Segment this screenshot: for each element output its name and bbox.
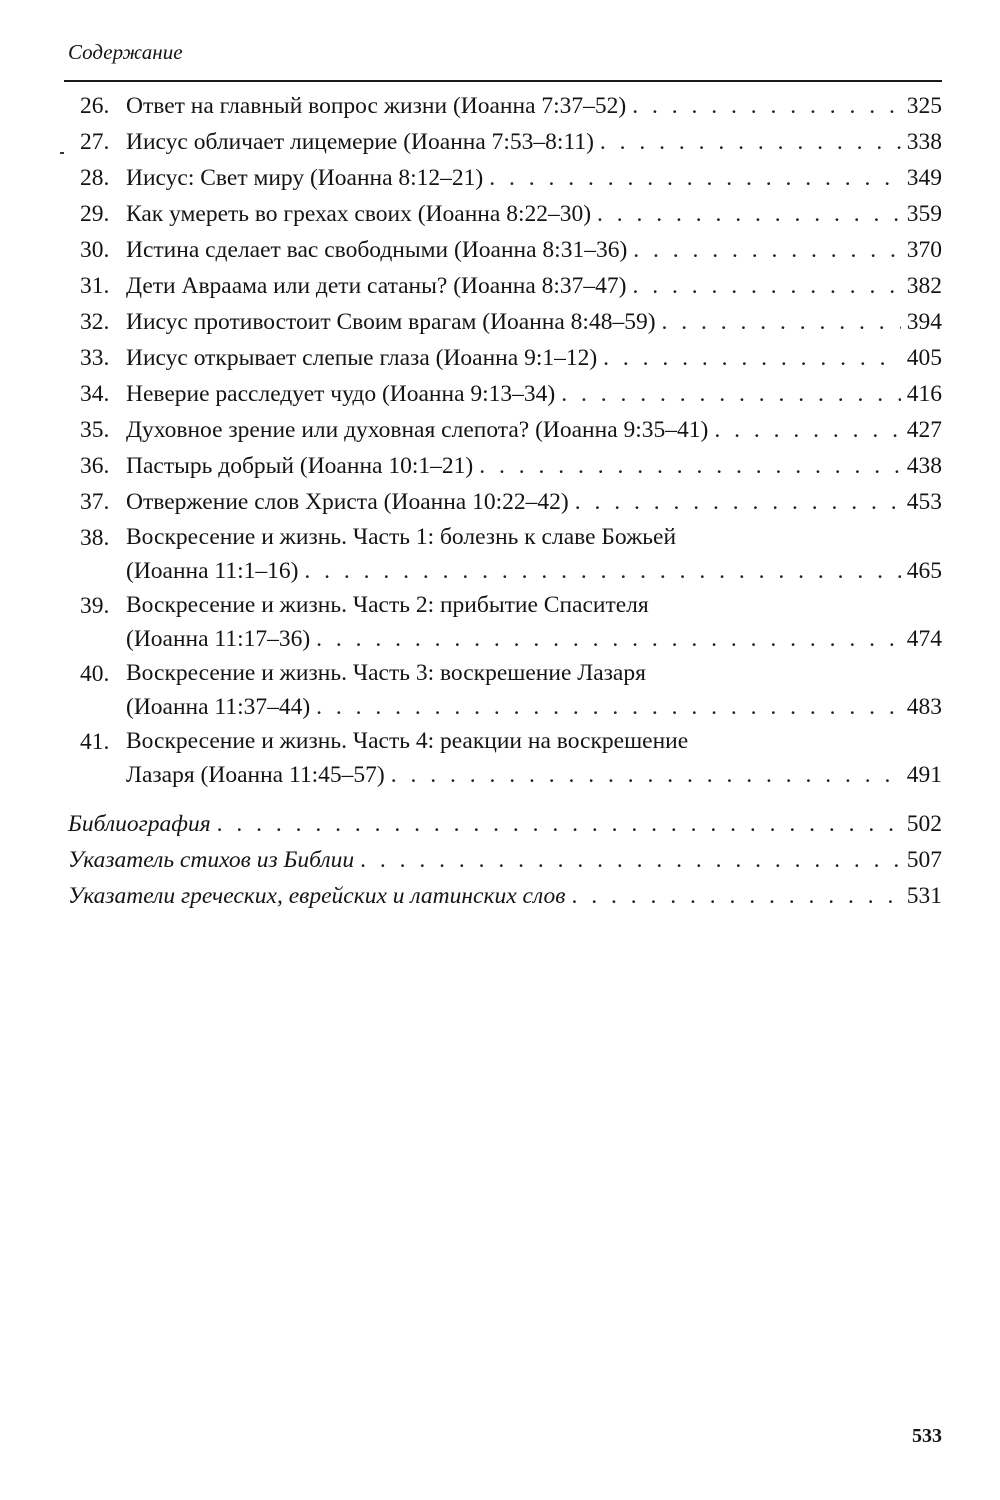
entry-page: 474 — [906, 626, 942, 652]
dot-leader — [600, 124, 901, 160]
entry-page: 394 — [906, 309, 942, 335]
dot-leader — [633, 232, 900, 268]
toc-entry-26 — [68, 88, 942, 124]
toc-entry-bibliography — [68, 806, 942, 842]
entry-title: Иисус открывает слепые глаза (Иоанна 9:1–12) — [126, 345, 598, 371]
dot-leader — [571, 878, 900, 914]
entry-number: 36. — [80, 453, 110, 479]
entry-title: Пастырь добрый (Иоанна 10:1–21) — [126, 453, 474, 479]
entry-title-line1: Воскресение и жизнь. Часть 1: болезнь к славе Божьей — [126, 524, 677, 550]
entry-title-line2: (Иоанна 11:1–16) — [126, 558, 299, 584]
dot-leader — [603, 340, 901, 376]
entry-page: 491 — [906, 762, 942, 788]
toc-entry-41 — [68, 724, 942, 792]
stray-mark — [60, 152, 64, 154]
entry-title: Как умереть во грехах своих (Иоанна 8:22–30) — [126, 201, 592, 227]
toc-entry-32 — [68, 304, 942, 340]
toc-entry-34 — [68, 376, 942, 412]
entry-title-line2: Лазаря (Иоанна 11:45–57) — [126, 762, 385, 788]
section-gap — [68, 792, 942, 806]
page-number: 533 — [912, 1425, 942, 1447]
entry-page: 349 — [906, 165, 942, 191]
entry-title-line1: Воскресение и жизнь. Часть 3: воскрешение Лазаря — [126, 660, 646, 686]
entry-page: 382 — [906, 273, 942, 299]
entry-number: 29. — [80, 201, 110, 227]
entry-number: 31. — [80, 273, 110, 299]
toc-entry-word-index — [68, 878, 942, 914]
toc-entry-35 — [68, 412, 942, 448]
header-rule — [64, 80, 942, 82]
toc-entry-36 — [68, 448, 942, 484]
entry-page: 359 — [906, 201, 942, 227]
table-of-contents — [68, 88, 942, 914]
dot-leader — [561, 376, 901, 412]
dot-leader — [217, 806, 901, 842]
toc-entry-27 — [68, 124, 942, 160]
entry-title: Указатель стихов из Библии — [68, 847, 355, 873]
dot-leader — [597, 196, 901, 232]
dot-leader — [479, 448, 901, 484]
dot-leader — [489, 160, 900, 196]
entry-number: 28. — [80, 165, 110, 191]
toc-entry-28 — [68, 160, 942, 196]
entry-number: 30. — [80, 237, 110, 263]
entry-title-line2: (Иоанна 11:17–36) — [126, 626, 311, 652]
entry-number: 26. — [80, 93, 110, 119]
entry-number: 39. — [80, 593, 110, 619]
entry-number: 27. — [80, 129, 110, 155]
entry-page: 531 — [906, 883, 942, 909]
entry-title-line1: Воскресение и жизнь. Часть 2: прибытие Спасителя — [126, 592, 649, 618]
entry-page: 502 — [906, 811, 942, 837]
entry-title-line2: (Иоанна 11:37–44) — [126, 694, 311, 720]
entry-number: 41. — [80, 729, 110, 755]
dot-leader — [316, 690, 901, 724]
toc-entry-39 — [68, 588, 942, 656]
entry-number: 34. — [80, 381, 110, 407]
entry-page: 416 — [906, 381, 942, 407]
entry-page: 483 — [906, 694, 942, 720]
entry-title: Дети Авраама или дети сатаны? (Иоанна 8:37–47) — [126, 273, 627, 299]
toc-entry-verse-index — [68, 842, 942, 878]
entry-page: 405 — [906, 345, 942, 371]
dot-leader — [316, 622, 901, 656]
toc-entry-38 — [68, 520, 942, 588]
entry-number: 35. — [80, 417, 110, 443]
entry-title: Иисус: Свет миру (Иоанна 8:12–21) — [126, 165, 484, 191]
entry-page: 507 — [906, 847, 942, 873]
toc-entry-40 — [68, 656, 942, 724]
entry-page: 370 — [906, 237, 942, 263]
dot-leader — [633, 268, 901, 304]
entry-number: 32. — [80, 309, 110, 335]
entry-title-line1: Воскресение и жизнь. Часть 4: реакции на воскрешение — [126, 728, 689, 754]
entry-page: 465 — [906, 558, 942, 584]
entry-title: Иисус противостоит Своим врагам (Иоанна 8:48–59) — [126, 309, 656, 335]
entry-title: Истина сделает вас свободными (Иоанна 8:31–36) — [126, 237, 628, 263]
entry-title: Указатели греческих, еврейских и латинских слов — [68, 883, 566, 909]
dot-leader — [632, 88, 901, 124]
entry-page: 325 — [906, 93, 942, 119]
entry-page: 427 — [906, 417, 942, 443]
entry-title: Иисус обличает лицемерие (Иоанна 7:53–8:11) — [126, 129, 594, 155]
dot-leader — [391, 758, 901, 792]
dot-leader — [575, 484, 901, 520]
toc-entry-30 — [68, 232, 942, 268]
entry-title: Духовное зрение или духовная слепота? (Иоанна 9:35–41) — [126, 417, 709, 443]
dot-leader — [714, 412, 900, 448]
entry-number: 37. — [80, 489, 110, 515]
entry-title: Отвержение слов Христа (Иоанна 10:22–42) — [126, 489, 569, 515]
entry-title: Неверие расследует чудо (Иоанна 9:13–34) — [126, 381, 556, 407]
entry-page: 453 — [906, 489, 942, 515]
dot-leader — [304, 554, 900, 588]
dot-leader — [360, 842, 901, 878]
toc-entry-37 — [68, 484, 942, 520]
running-header: Содержание — [68, 40, 183, 64]
entry-number: 40. — [80, 661, 110, 687]
entry-title: Ответ на главный вопрос жизни (Иоанна 7:37–52) — [126, 93, 627, 119]
entry-page: 438 — [906, 453, 942, 479]
dot-leader — [662, 304, 901, 340]
entry-number: 33. — [80, 345, 110, 371]
entry-title: Библиография — [68, 811, 211, 837]
toc-entry-29 — [68, 196, 942, 232]
toc-entry-33 — [68, 340, 942, 376]
toc-entry-31 — [68, 268, 942, 304]
entry-number: 38. — [80, 525, 110, 551]
entry-page: 338 — [906, 129, 942, 155]
